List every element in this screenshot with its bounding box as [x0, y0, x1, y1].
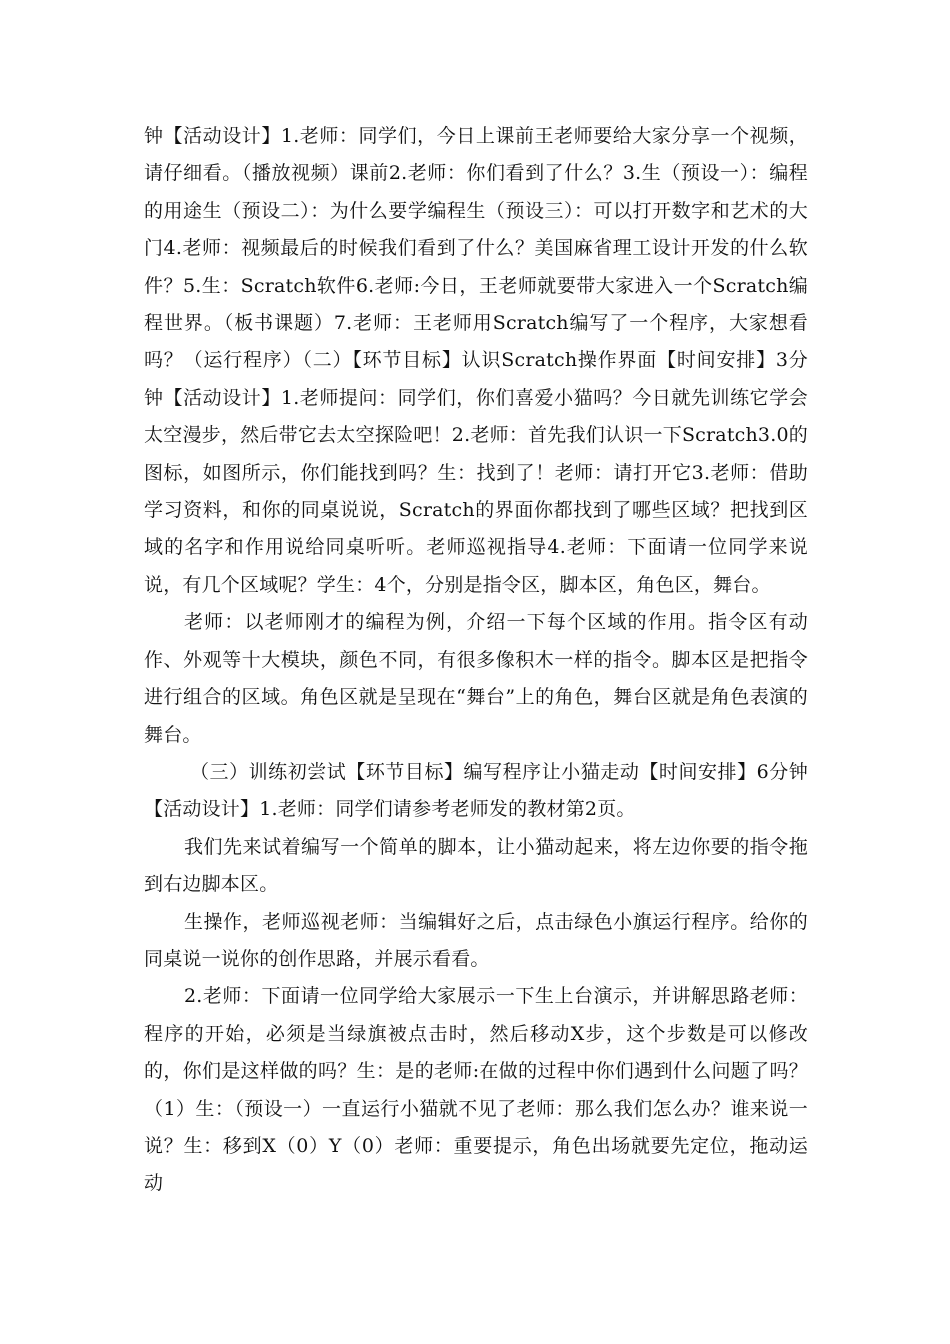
paragraph-section-three: （三）训练初尝试【环节目标】编写程序让小猫走动【时间安排】6分钟【活动设计】1.老师：同学们请参考老师发的教材第2页。 [144, 760, 808, 821]
paragraph-write-script: 我们先来试着编写一个简单的脚本，让小猫动起来，将左边你要的指令拖到右边脚本区。 [144, 835, 808, 896]
paragraph-activity-design: 钟【活动设计】1.老师：同学们，今日上课前王老师要给大家分享一个视频，请仔细看。（播放视频）课前2.老师：你们看到了什么？3.生（预设一）：编程的用途生（预设二）：为什么要学编程生（预设三）：可以打开数字和艺术的大门4.老师：视频最后的时候我们看到了什么？美国麻省理工设计开发的什么软件？5.生：Scratch软件6.老师:今日，王老师就要带大家进入一个Scratch编程世界。（板书课题）7.老师：王老师用Scratch编写了一个程序，大家想看吗？（运行程序）（二）【环节目标】认识Scratch操作界面【时间安排】3分钟【活动设计】1.老师提问：同学们，你们喜爱小猫吗？今日就先训练它学会太空漫步，然后带它去太空探险吧！2.老师：首先我们认识一下Scratch3.0的图标，如图所示，你们能找到吗？生：找到了！老师：请打开它3.老师：借助学习资料，和你的同桌说说，Scratch的界面你都找到了哪些区域？把找到区域的名字和作用说给同桌听听。老师巡视指导4.老师：下面请一位同学来说说，有几个区域呢？学生：4个，分别是指令区，脚本区，角色区，舞台。 [144, 125, 808, 596]
paragraph-demonstration: 2.老师：下面请一位同学给大家展示一下生上台演示，并讲解思路老师：程序的开始，必须是当绿旗被点击时，然后移动X步，这个步数是可以修改的，你们是这样做的吗？生：是的老师:在做的过程中你们遇到什么问题了吗？（1）生：（预设一）一直运行小猫就不见了老师：那么我们怎么办？谁来说一说？生：移到X（0）Y（0）老师：重要提示，角色出场就要先定位，拖动运动 [144, 985, 808, 1195]
paragraph-region-explanation: 老师：以老师刚才的编程为例，介绍一下每个区域的作用。指令区有动作、外观等十大模块，颜色不同，有很多像积木一样的指令。脚本区是把指令进行组合的区域。角色区就是呈现在“舞台”上的角色，舞台区就是角色表演的舞台。 [144, 611, 808, 746]
document-page [144, 118, 808, 1203]
paragraph-student-operation: 生操作，老师巡视老师：当编辑好之后，点击绿色小旗运行程序。给你的同桌说一说你的创作思路，并展示看看。 [144, 910, 808, 970]
